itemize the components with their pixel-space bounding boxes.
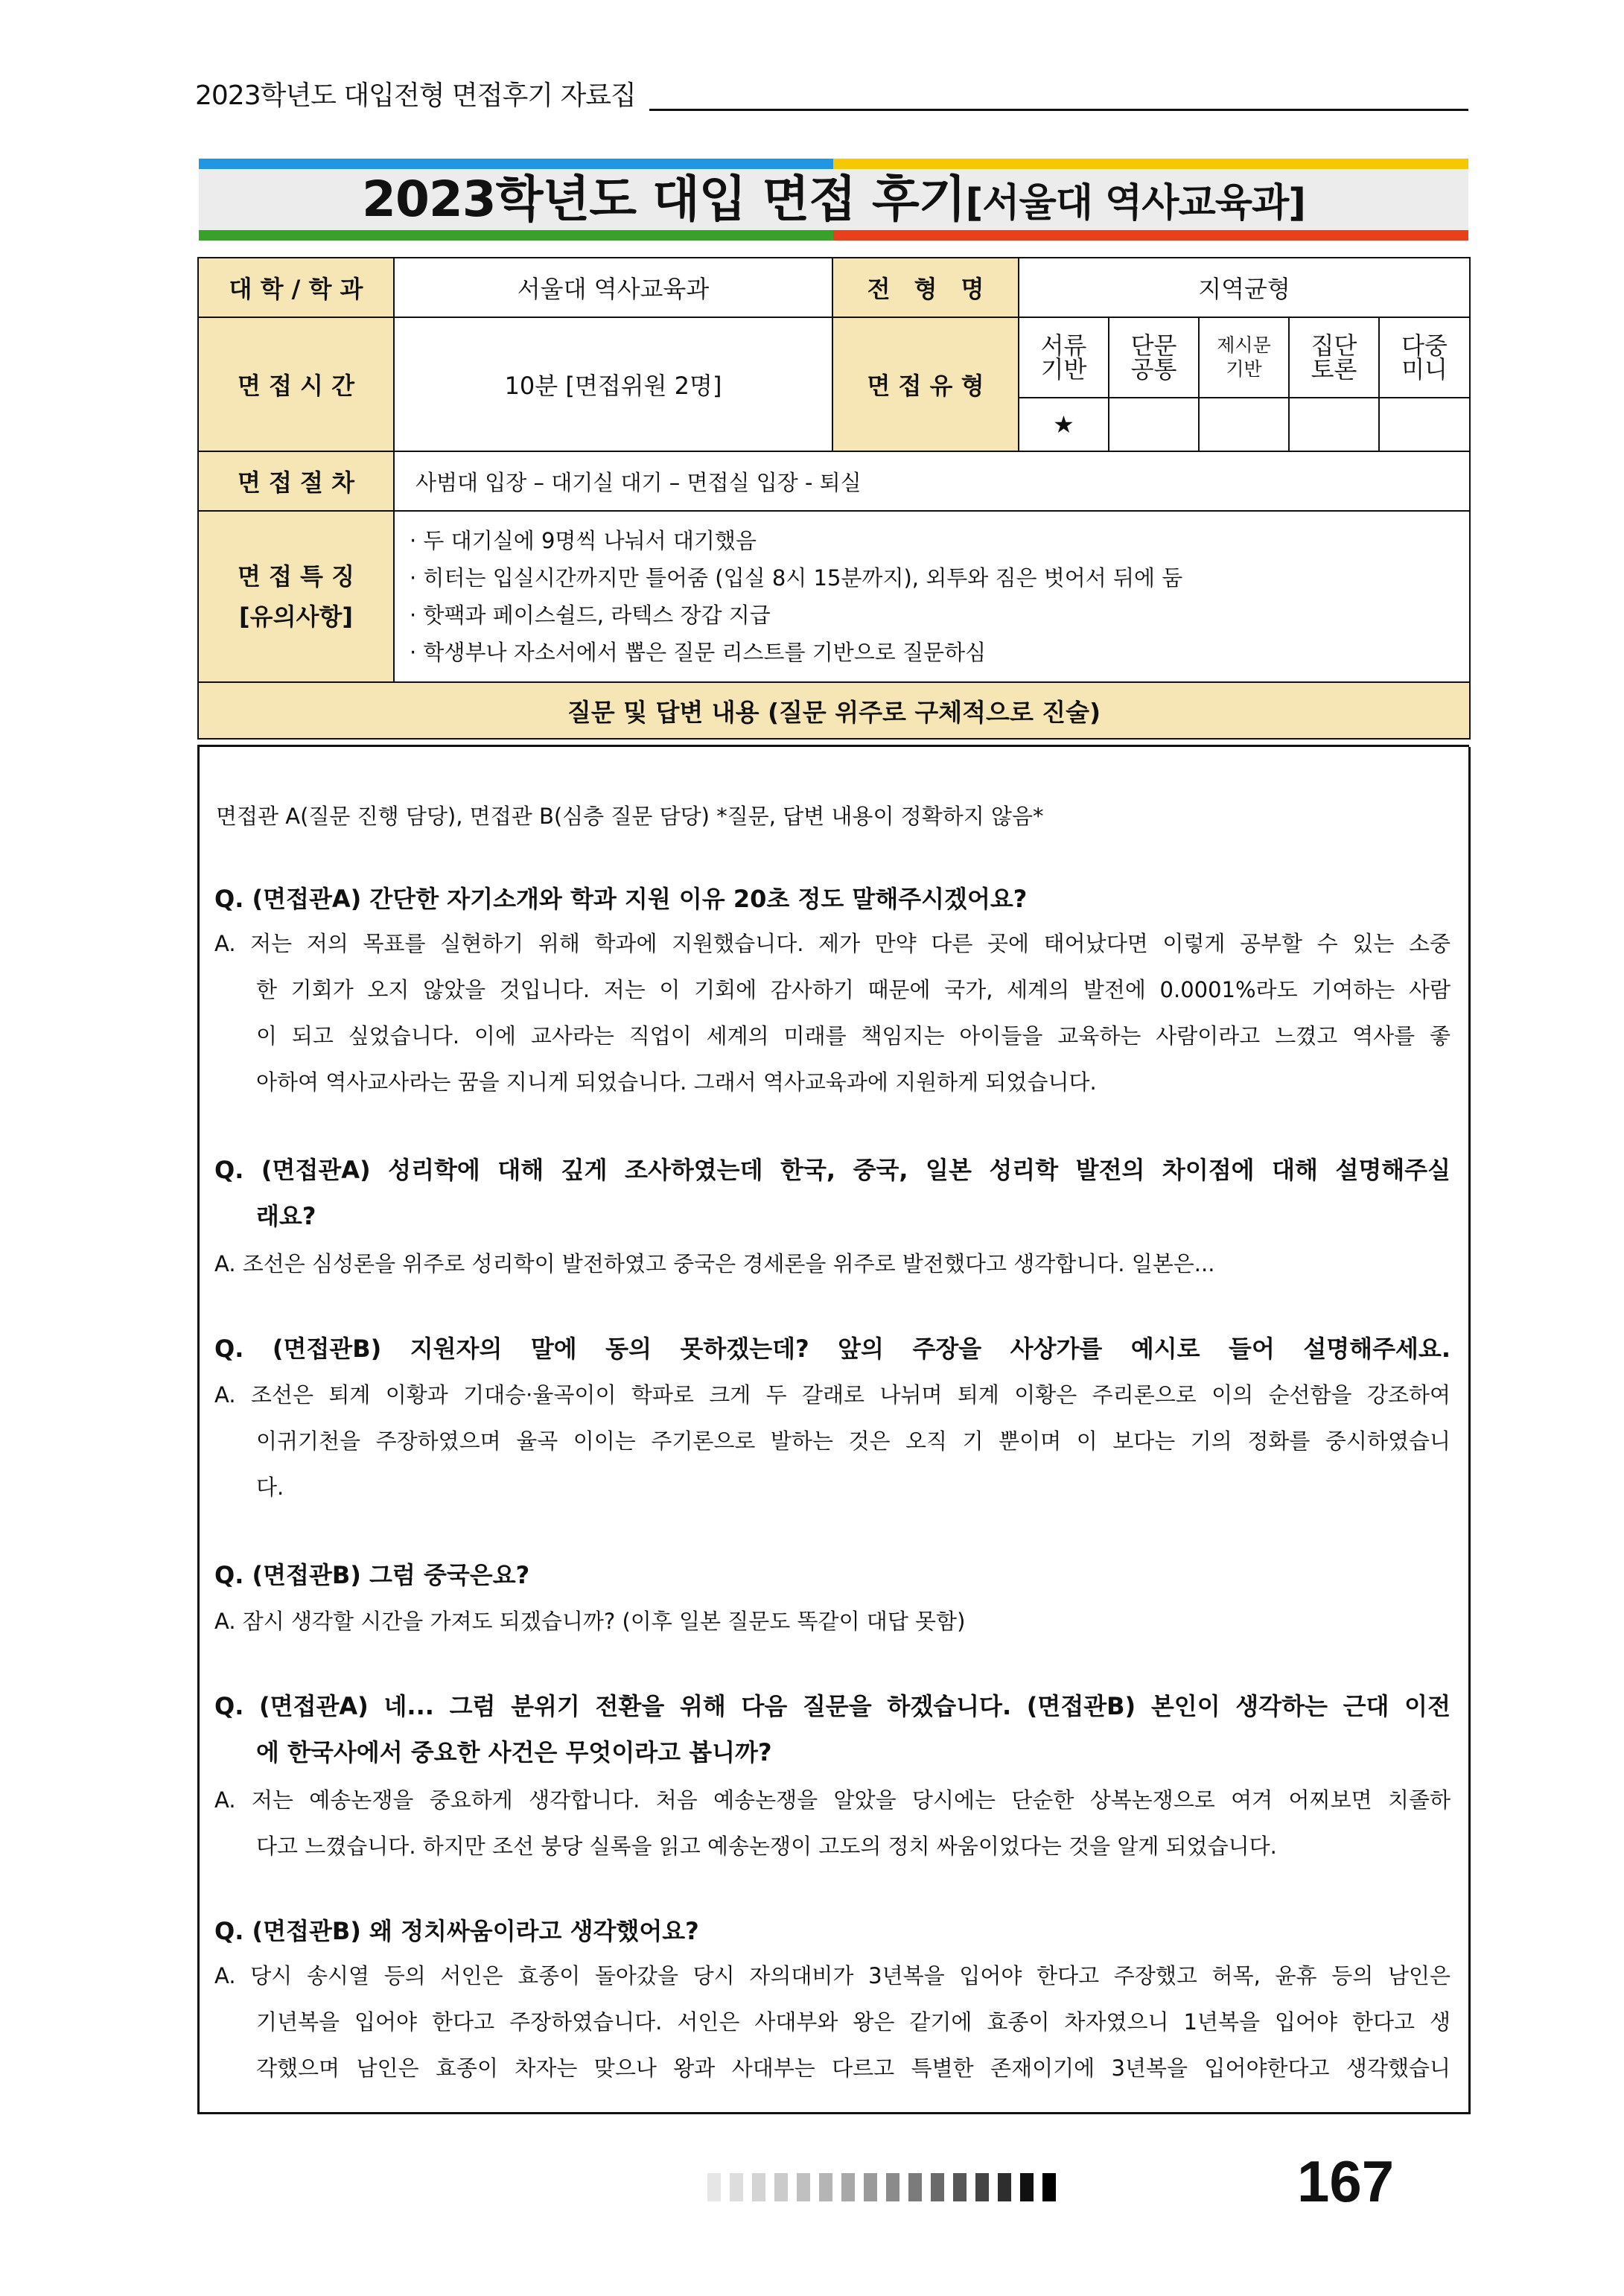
question-5: Q. (면접관A) 네... 그럼 분위기 전환을 위해 다음 질문을 하겠습니다. (면접관B) 본인이 생각하는 근대 이전 에 한국사에서 중요한 사건은 무엇이라고 봅니까? xyxy=(214,1692,1451,1766)
blue-bar xyxy=(199,159,833,169)
qa-intro: 면접관 A(질문 진행 담당), 면접관 B(심층 질문 담당) *질문, 답변 내용이 정확하지 않음* xyxy=(216,804,1044,829)
feature-item: · 히터는 입실시간까지만 틀어줌 (입실 8시 15분까지), 외투와 짐은 벗어서 뒤에 둠 xyxy=(410,565,1183,591)
page-decoration-block xyxy=(730,2173,743,2201)
answer-2: A. 조선은 심성론을 위주로 성리학이 발전하였고 중국은 경세론을 위주로 발전했다고 생각합니다. 일본은... xyxy=(214,1251,1215,1276)
format-group-debate: 집단 토론 xyxy=(1289,317,1379,398)
question-3: Q. (면접관B) 지원자의 말에 동의 못하겠는데? 앞의 주장을 사상가를 예시로 들어 설명해주세요. xyxy=(214,1335,1451,1363)
question-2: Q. (면접관A) 성리학에 대해 깊게 조사하였는데 한국, 중국, 일본 성리학 발전의 차이점에 대해 설명해주실 래요? xyxy=(214,1156,1451,1230)
title-banner xyxy=(199,159,1468,241)
univ-label: 대 학 / 학 과 xyxy=(198,258,394,317)
procedure-value: 사범대 입장 – 대기실 대기 – 면접실 입장 - 퇴실 xyxy=(394,451,1470,511)
answer-5: A. 저는 예송논쟁을 중요하게 생각합니다. 처음 예송논쟁을 알았을 당시에는 단순한 상복논쟁으로 여겨 어찌보면 치졸하 다고 느꼈습니다. 하지만 조선 붕당 실록을 읽고 예송논쟁이 고도의 정치 싸움이었다는 것을 알게 되었습니다. xyxy=(214,1787,1451,1859)
page-decoration-block xyxy=(707,2173,721,2201)
page-decoration-block xyxy=(841,2173,855,2201)
running-header: 2023학년도 대입전형 면접후기 자료집 xyxy=(195,80,636,111)
title-sub: [서울대 역사교육과] xyxy=(965,181,1305,226)
procedure-label: 면 접 절 차 xyxy=(198,451,394,511)
features-list xyxy=(394,511,1470,682)
feature-item: · 학생부나 자소서에서 뽑은 질문 리스트를 기반으로 질문하심 xyxy=(410,640,987,665)
type-value: 지역균형 xyxy=(1019,258,1470,317)
red-bar xyxy=(833,230,1468,241)
format-selected-mark: ★ xyxy=(1019,398,1109,451)
page-decoration-block xyxy=(1042,2173,1056,2201)
green-bar xyxy=(199,230,833,241)
answer-1: A. 저는 저의 목표를 실현하기 위해 학과에 지원했습니다. 제가 만약 다른 곳에 태어났다면 이렇게 공부할 수 있는 소중 한 기회가 오지 않았을 것입니다. 저는 이 기회에 감사하기 때문에 국가, 세계의 발전에 0.0001%라도 기여하는 사람 이 되고 싶었습니다. 이에 교사라는 직업이 세계의 미래를 책임지는 아이들을 교육하는 사람이라고 느꼈고 역사를 좋 아하여 역사교사라는 꿈을 지니게 되었습니다. 그래서 역사교육과에 지원하게 되었습니다. xyxy=(214,931,1451,1095)
format-mmi: 다중 미니 xyxy=(1379,317,1470,398)
features-label: 면 접 특 징 [유의사항] xyxy=(198,511,394,682)
feature-item: · 두 대기실에 9명씩 나눠서 대기했음 xyxy=(410,528,757,553)
interview-info-table xyxy=(197,257,1471,740)
page-decoration xyxy=(707,2173,1056,2203)
question-4: Q. (면접관B) 그럼 중국은요? xyxy=(214,1561,530,1589)
page-decoration-block xyxy=(864,2173,877,2201)
qa-heading: 질문 및 답변 내용 (질문 위주로 구체적으로 진술) xyxy=(198,682,1470,739)
page-decoration-block xyxy=(975,2173,989,2201)
format-passage: 제시문 기반 xyxy=(1199,317,1289,398)
page-title xyxy=(199,169,1468,230)
time-label: 면 접 시 간 xyxy=(198,317,394,451)
page-decoration-block xyxy=(998,2173,1011,2201)
question-6: Q. (면접관B) 왜 정치싸움이라고 생각했어요? xyxy=(214,1917,699,1945)
answer-4: A. 잠시 생각할 시간을 가져도 되겠습니까? (이후 일본 질문도 똑같이 대답 못함) xyxy=(214,1609,966,1634)
page-decoration-block xyxy=(774,2173,788,2201)
question-1: Q. (면접관A) 간단한 자기소개와 학과 지원 이유 20초 정도 말해주시겠어요? xyxy=(214,885,1028,913)
page-number: 167 xyxy=(1297,2149,1395,2214)
page-decoration-block xyxy=(752,2173,765,2201)
answer-3: A. 조선은 퇴계 이황과 기대승·율곡이이 학파로 크게 두 갈래로 나뉘며 퇴계 이황은 주리론으로 이의 순선함을 강조하여 이귀기천을 주장하였으며 율곡 이이는 주기론으로 발하는 것은 오직 기 뿐이며 이 보다는 기의 정화를 중시하였습니 다. xyxy=(214,1382,1451,1500)
page-decoration-block xyxy=(931,2173,944,2201)
answer-6: A. 당시 송시열 등의 서인은 효종이 돌아갔을 당시 자의대비가 3년복을 입어야 한다고 주장했고 허목, 윤휴 등의 남인은 기년복을 입어야 한다고 주장하였습니다. 서인은 사대부와 왕은 같기에 효종이 차자였으니 1년복을 입어야 한다고 생 각했으며 남인은 효종이 차자는 맞으나 왕과 사대부는 다르고 특별한 존재이기에 3년복을 입어야한다고 생각했습니 xyxy=(214,1963,1451,2081)
page-decoration-block xyxy=(908,2173,922,2201)
format-document: 서류 기반 xyxy=(1019,317,1109,398)
time-value: 10분 [면접위원 2명] xyxy=(394,317,832,451)
feature-item: · 핫팩과 페이스쉴드, 라텍스 장갑 지급 xyxy=(410,602,771,628)
page-decoration-block xyxy=(819,2173,832,2201)
yellow-bar xyxy=(833,159,1468,169)
header-rule xyxy=(649,109,1468,111)
page-decoration-block xyxy=(953,2173,967,2201)
format-label: 면 접 유 형 xyxy=(832,317,1019,451)
page-decoration-block xyxy=(797,2173,810,2201)
page-decoration-block xyxy=(1020,2173,1034,2201)
type-label: 전 형 명 xyxy=(832,258,1019,317)
univ-value: 서울대 역사교육과 xyxy=(394,258,832,317)
format-short-common: 단문 공통 xyxy=(1109,317,1199,398)
page-decoration-block xyxy=(886,2173,899,2201)
title-main: 2023학년도 대입 면접 후기 xyxy=(362,171,966,228)
